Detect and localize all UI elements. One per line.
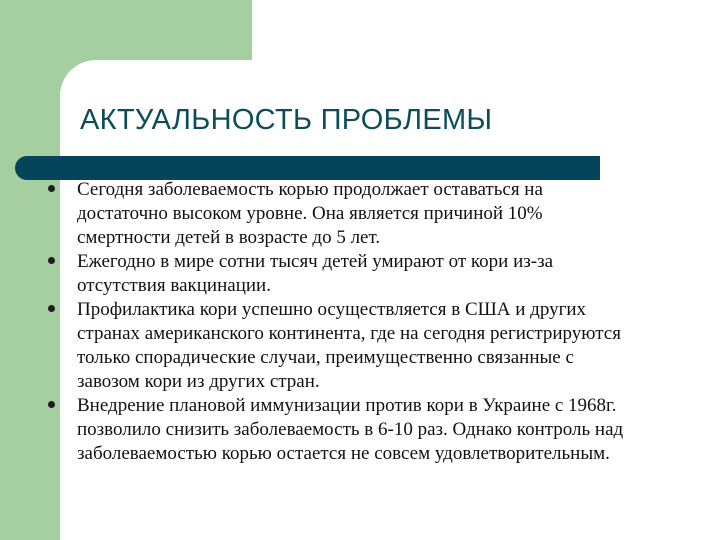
bullet-text-line: достаточно высоком уровне. Она является причиной 10% <box>77 203 543 224</box>
slide-title: АКТУАЛЬНОСТЬ ПРОБЛЕМЫ <box>80 104 493 136</box>
bullet-item <box>48 394 716 466</box>
bullet-text-line: странах американского континента, где на сегодня регистрируются <box>77 323 621 344</box>
bullet-text-line: позволило снизить заболеваемость в 6-10 раз. Однако контроль над <box>77 419 624 440</box>
bullet-text-line: Профилактика кори успешно осуществляется в США и других <box>77 299 587 320</box>
bullet-item <box>48 298 716 394</box>
bullet-text-line: завозом кори из других стран. <box>77 371 320 392</box>
bullet-dot-icon <box>48 305 55 312</box>
title-underline-bar <box>15 156 600 180</box>
bullet-text-line: Внедрение плановой иммунизации против кори в Украине с 1968г. <box>77 395 617 416</box>
bullet-dot-icon <box>48 401 55 408</box>
bullet-text-line: только спорадические случаи, преимущественно связанные с <box>77 347 574 368</box>
bullet-dot-icon <box>48 185 55 192</box>
bullet-text-line: Сегодня заболеваемость корью продолжает оставаться на <box>77 179 543 200</box>
bullet-text-line: заболеваемостью корью остается не совсем удовлетворительным. <box>77 443 610 464</box>
bullet-text-line: отсутствия вакцинации. <box>77 275 271 296</box>
bullet-item <box>48 178 716 250</box>
bullet-text-line: Ежегодно в мире сотни тысяч детей умирают от кори из-за <box>77 251 554 272</box>
bullet-dot-icon <box>48 257 55 264</box>
bullet-item <box>48 250 716 298</box>
bullet-text-line: смертности детей в возрасте до 5 лет. <box>77 227 381 248</box>
bullet-list <box>48 178 716 466</box>
